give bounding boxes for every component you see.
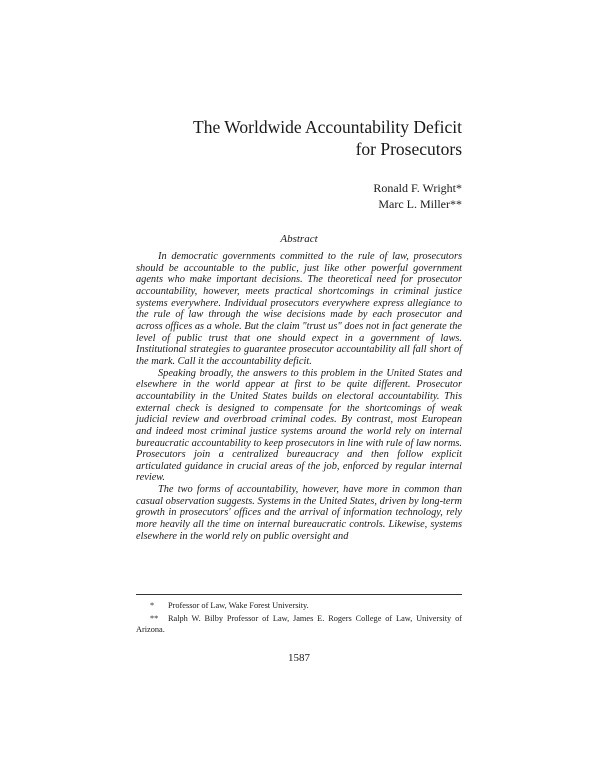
author-list xyxy=(373,180,462,212)
author-name: Ronald F. Wright* xyxy=(373,181,462,195)
article-title xyxy=(193,116,462,160)
footnotes xyxy=(136,600,462,637)
footnote-text: Professor of Law, Wake Forest University. xyxy=(168,601,309,610)
page-number: 1587 xyxy=(288,652,310,664)
abstract-heading: Abstract xyxy=(280,233,318,245)
abstract-body xyxy=(136,251,462,542)
abstract-paragraph: Speaking broadly, the answers to this problem in the United States and elsewhere in the world appear at first to be quite different. Prosecutor accountability in the United States builds on electoral accountability. This external check is designed to compensate for the shortcomings of weak judicial review and overbroad criminal codes. By contrast, most European and indeed most criminal justice systems around the world rely on internal bureaucratic accountability to keep prosecutors in line with rule of law norms. Prosecutors join a centralized bureaucracy and then follow explicit articulated guidance in crucial areas of the job, enforced by regular internal review. xyxy=(136,367,462,484)
title-line-2: for Prosecutors xyxy=(355,139,462,159)
footnote xyxy=(136,600,462,611)
footnote-divider xyxy=(136,594,462,595)
footnote-mark: * xyxy=(150,601,155,610)
footnote xyxy=(136,613,462,635)
title-line-1: The Worldwide Accountability Deficit xyxy=(193,117,462,137)
abstract-paragraph: In democratic governments committed to the rule of law, prosecutors should be accountable to the public, just like other powerful government agents who make important decisions. The theoretical need for prosecutor accountability, however, meets practical shortcomings in criminal justice systems everywhere. Individual prosecutors everywhere express allegiance to the rule of law through the wise decisions made by each prosecutor and across offices as a whole. But the claim "trust us" does not in fact generate the level of public trust that one should expect in a government of laws. Institutional strategies to guarantee prosecutor accountability all fall short of the mark. Call it the accountability deficit. xyxy=(136,251,462,367)
author-name: Marc L. Miller** xyxy=(378,197,462,211)
footnote-mark: ** xyxy=(150,614,159,623)
abstract-paragraph: The two forms of accountability, however, have more in common than casual observation suggests. Systems in the United States, driven by long-term growth in prosecutors' offices and the arrival of information technology, rely more heavily all the time on internal bureaucratic controls. Likewise, systems elsewhere in the world rely on public oversight and xyxy=(136,484,462,542)
footnote-text: Ralph W. Bilby Professor of Law, James E. Rogers College of Law, University of Arizona. xyxy=(136,614,462,634)
